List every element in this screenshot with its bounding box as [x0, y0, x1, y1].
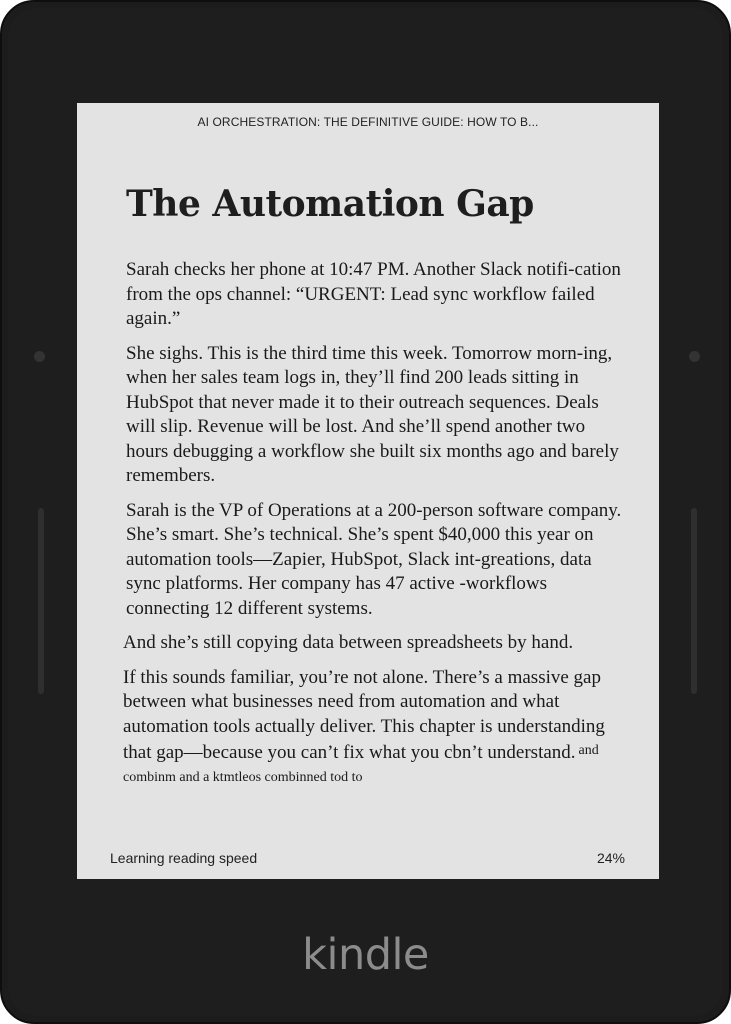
right-sensor-dot: [689, 351, 700, 362]
left-sensor-dot: [34, 351, 45, 362]
paragraph: She sighs. This is the third time this week. Tomorrow morn-ing, when her sales team logs in, they’ll find 200 leads sitting in HubSpot that never made it to their outreach sequences. Deals will slip. Revenue will be lost. And she’ll spend another two hours debugging a workflow she built six months ago and barely remembers.: [126, 342, 619, 486]
right-page-turn-button[interactable]: [691, 508, 697, 694]
left-page-turn-button[interactable]: [38, 508, 44, 694]
paragraph: And she’s still copying data between spreadsheets by hand.: [123, 632, 574, 653]
book-title-header[interactable]: AI ORCHESTRATION: THE DEFINITIVE GUIDE: HOW TO B...: [197, 115, 539, 129]
paragraph-with-artifact: [123, 666, 631, 793]
chapter-body: [123, 258, 631, 802]
paragraph: If this sounds familiar, you’re not alone. There’s a massive gap between what businesses need from automation and what automation tools actually deliver. This chapter is understanding that gap—because you can’t fix what you cbn’t understand.: [123, 666, 605, 763]
paragraph: Sarah is the VP of Operations at a 200-person software company. She’s smart. She’s technical. She’s spent $40,000 this year on automation tools—Zapier, HubSpot, Slack int-greations, data sync platforms. Her company has 47 active -workflows connecting 12 different systems.: [126, 499, 622, 619]
reading-status[interactable]: Learning reading speed: [110, 850, 258, 866]
chapter-title: The Automation Gap: [126, 183, 534, 225]
trailing-text-artifact: and combinm and a ktmtleos combinned tod to: [123, 743, 599, 785]
progress-percent[interactable]: 24%: [596, 850, 625, 866]
paragraph: Sarah checks her phone at 10:47 PM. Another Slack notifi-cation from the ops channel: “URGENT: Lead sync workflow failed again.”: [126, 259, 621, 329]
reading-screen[interactable]: [77, 103, 659, 879]
kindle-logo: kindle: [302, 930, 429, 980]
